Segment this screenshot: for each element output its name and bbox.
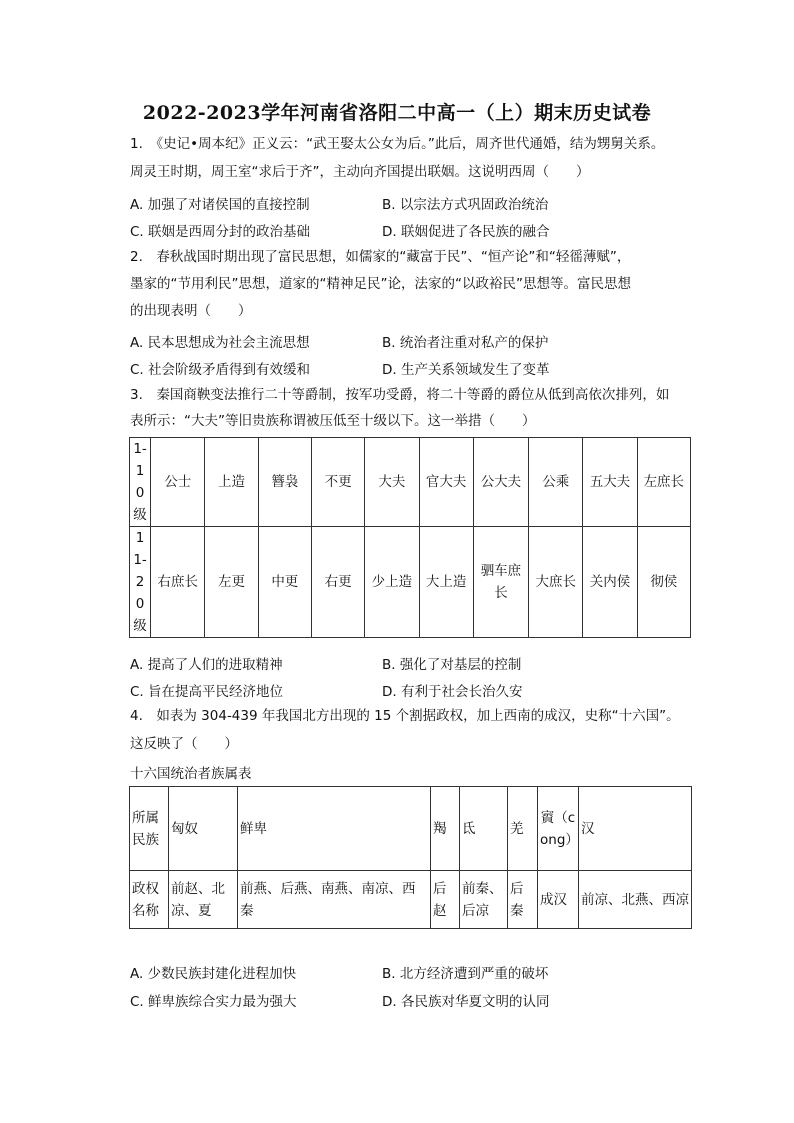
ethnic-header-cell: 所属民族 xyxy=(130,787,169,871)
rank-cell: 少上造 xyxy=(365,527,419,638)
ethnic-table xyxy=(129,786,692,929)
q4-option-c[interactable]: C. 鲜卑族综合实力最为强大 xyxy=(130,994,297,1010)
rank-level-cell: 11-20级 xyxy=(130,527,151,638)
ethnic-header-cell: 氐 xyxy=(460,787,508,871)
rank-cell: 驷车庶长 xyxy=(473,527,528,638)
ethnic-regime-cell: 前秦、后凉 xyxy=(460,871,508,929)
ethnic-header-row xyxy=(130,787,692,871)
q2-line-2: 墨家的“节用利民”思想，道家的“精神足民”论，法家的“以政裕民”思想等。富民思想 xyxy=(130,276,631,292)
rank-cell: 五大夫 xyxy=(583,438,637,527)
q2-option-c[interactable]: C. 社会阶级矛盾得到有效缓和 xyxy=(130,362,311,378)
q4-option-b[interactable]: B. 北方经济遭到严重的破坏 xyxy=(382,966,549,982)
rank-cell: 大庶长 xyxy=(529,527,583,638)
q1-option-d[interactable]: D. 联姻促进了各民族的融合 xyxy=(382,224,550,240)
rank-cell: 公士 xyxy=(151,438,205,527)
q1-line-2: 周灵王时期，周王室“求后于齐”，主动向齐国提出联姻。这说明西周（ ） xyxy=(130,164,590,180)
q2-option-b[interactable]: B. 统治者注重对私产的保护 xyxy=(382,335,549,351)
rank-cell: 左更 xyxy=(205,527,258,638)
q3-option-c[interactable]: C. 旨在提高平民经济地位 xyxy=(130,684,284,700)
q4-option-d[interactable]: D. 各民族对华夏文明的认同 xyxy=(382,994,550,1010)
q3-line-2: 表所示：“大夫”等旧贵族称谓被压低至十级以下。这一举措（ ） xyxy=(130,413,536,429)
rank-cell: 彻侯 xyxy=(637,527,690,638)
q4-table-caption: 十六国统治者族属表 xyxy=(130,766,252,782)
rank-row-2 xyxy=(130,527,691,638)
rank-cell: 大上造 xyxy=(419,527,473,638)
ethnic-regime-cell: 前赵、北凉、夏 xyxy=(169,871,238,929)
q1-option-c[interactable]: C. 联姻是西周分封的政治基础 xyxy=(130,224,311,240)
ethnic-regime-cell: 前燕、后燕、南燕、南凉、西秦 xyxy=(238,871,431,929)
ethnic-regime-cell: 前凉、北燕、西凉 xyxy=(579,871,692,929)
q3-line-1: 3. 秦国商鞅变法推行二十等爵制，按军功受爵，将二十等爵的爵位从低到高依次排列，如 xyxy=(130,387,670,403)
ethnic-header-cell: 汉 xyxy=(579,787,692,871)
rank-cell: 官大夫 xyxy=(419,438,473,527)
rank-cell: 大夫 xyxy=(365,438,419,527)
q1-option-b[interactable]: B. 以宗法方式巩固政治统治 xyxy=(382,197,549,213)
ethnic-header-cell: 賨（cong） xyxy=(538,787,579,871)
q4-line-2: 这反映了（ ） xyxy=(130,736,238,752)
ethnic-header-cell: 鲜卑 xyxy=(238,787,431,871)
rank-cell: 公乘 xyxy=(529,438,583,527)
q2-option-a[interactable]: A. 民本思想成为社会主流思想 xyxy=(130,335,310,351)
rank-cell: 右更 xyxy=(311,527,364,638)
q2-option-d[interactable]: D. 生产关系领域发生了变革 xyxy=(382,362,550,378)
ethnic-regime-cell: 成汉 xyxy=(538,871,579,929)
exam-title: 2022-2023学年河南省洛阳二中高一（上）期末历史试卷 xyxy=(142,102,652,124)
rank-cell: 公大夫 xyxy=(473,438,528,527)
q4-line-1: 4. 如表为 304-439 年我国北方出现的 15 个割据政权，加上西南的成汉，史称“十六国”。 xyxy=(130,708,680,724)
ethnic-header-cell: 匈奴 xyxy=(169,787,238,871)
rank-cell: 关内侯 xyxy=(583,527,637,638)
q3-option-b[interactable]: B. 强化了对基层的控制 xyxy=(382,657,522,673)
ethnic-header-cell: 羌 xyxy=(508,787,538,871)
q3-option-d[interactable]: D. 有利于社会长治久安 xyxy=(382,684,523,700)
ethnic-regime-cell: 政权名称 xyxy=(130,871,169,929)
q2-line-3: 的出现表明（ ） xyxy=(130,303,252,319)
rank-cell: 左庶长 xyxy=(637,438,690,527)
rank-cell: 不更 xyxy=(311,438,364,527)
rank-cell: 上造 xyxy=(205,438,258,527)
q1-option-a[interactable]: A. 加强了对诸侯国的直接控制 xyxy=(130,197,310,213)
ethnic-header-cell: 羯 xyxy=(431,787,460,871)
rank-cell: 右庶长 xyxy=(151,527,205,638)
rank-cell: 簪袅 xyxy=(258,438,311,527)
ethnic-regime-row xyxy=(130,871,692,929)
rank-table xyxy=(129,437,691,638)
ethnic-regime-cell: 后秦 xyxy=(508,871,538,929)
q4-option-a[interactable]: A. 少数民族封建化进程加快 xyxy=(130,966,297,982)
rank-cell: 中更 xyxy=(258,527,311,638)
ethnic-regime-cell: 后赵 xyxy=(431,871,460,929)
rank-level-cell: 1-10级 xyxy=(130,438,151,527)
q3-option-a[interactable]: A. 提高了人们的进取精神 xyxy=(130,657,283,673)
rank-row-1 xyxy=(130,438,691,527)
q2-line-1: 2. 春秋战国时期出现了富民思想，如儒家的“藏富于民”、“恒产论”和“轻徭薄赋”， xyxy=(130,249,631,265)
q1-line-1: 1. 《史记•周本纪》正义云：“武王娶太公女为后。”此后，周齐世代通婚，结为甥舅关系。 xyxy=(130,136,665,152)
